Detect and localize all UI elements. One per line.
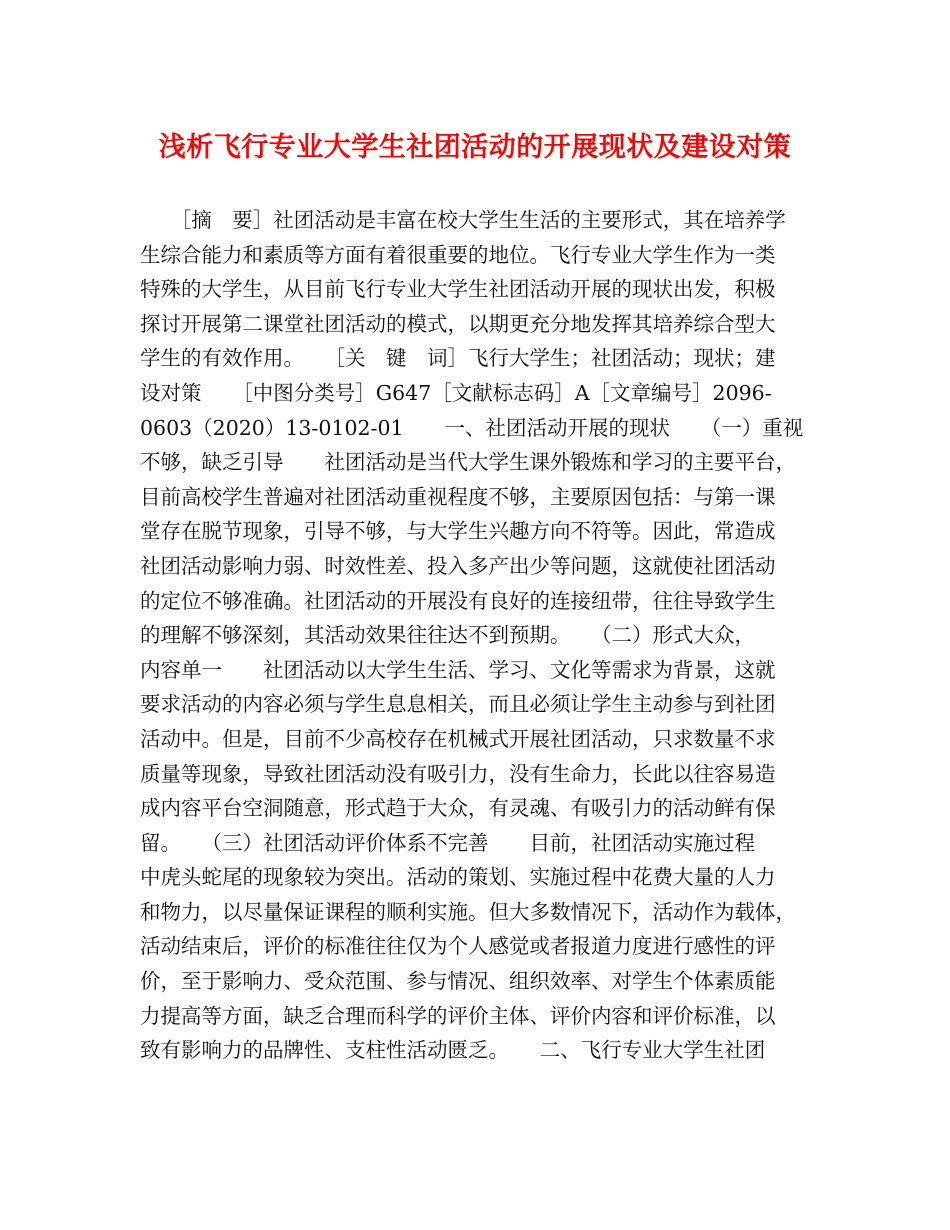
text-line: 目前高校学生普遍对社团活动重视程度不够，主要原因包括：与第一课 xyxy=(140,484,776,509)
text-line: 探讨开展第二课堂社团活动的模式，以期更充分地发挥其培养综合型大 xyxy=(140,311,776,336)
text-line: 价，至于影响力、受众范围、参与情况、组织效率、对学生个体素质能 xyxy=(140,969,776,994)
text-line: 中虎头蛇尾的现象较为突出。活动的策划、实施过程中花费大量的人力 xyxy=(140,865,776,890)
text-line: 特殊的大学生，从目前飞行专业大学生社团活动开展的现状出发，积极 xyxy=(140,277,776,302)
text-line: 的定位不够准确。社团活动的开展没有良好的连接纽带，往往导致学生 xyxy=(140,588,776,613)
text-line: 学生的有效作用。 ［关 键 词］飞行大学生；社团活动；现状；建 xyxy=(140,346,776,371)
text-line: 致有影响力的品牌性、支柱性活动匮乏。 二、飞行专业大学生社团 xyxy=(140,1038,766,1063)
text-line: 力提高等方面，缺乏合理而科学的评价主体、评价内容和评价标准，以 xyxy=(140,1003,776,1028)
text-line: 0603（2020）13-0102-01 一、社团活动开展的现状 （一）重视 xyxy=(140,415,804,440)
page-title: 浅析飞行专业大学生社团活动的开展现状及建设对策 xyxy=(158,132,792,163)
text-line: 设对策 ［中图分类号］G647［文献标志码］A［文章编号］2096- xyxy=(140,380,772,405)
text-line: ［摘 要］社团活动是丰富在校大学生生活的主要形式，其在培养学 xyxy=(140,208,786,232)
text-line: 活动中。但是，目前不少高校存在机械式开展社团活动，只求数量不求 xyxy=(140,726,776,751)
text-line: 的理解不够深刻，其活动效果往往达不到预期。 （二）形式大众， xyxy=(140,623,755,648)
text-line: 质量等现象，导致社团活动没有吸引力，没有生命力，长此以往容易造 xyxy=(140,761,776,786)
text-line: 要求活动的内容必须与学生息息相关，而且必须让学生主动参与到社团 xyxy=(140,692,776,717)
text-line: 内容单一 社团活动以大学生生活、学习、文化等需求为背景，这就 xyxy=(140,657,776,682)
text-line: 不够，缺乏引导 社团活动是当代大学生课外锻炼和学习的主要平台， xyxy=(140,450,796,475)
text-line: 留。 （三）社团活动评价体系不完善 目前，社团活动实施过程 xyxy=(140,830,755,855)
body-paragraph xyxy=(140,203,812,1068)
text-line: 社团活动影响力弱、时效性差、投入多产出少等问题，这就使社团活动 xyxy=(140,553,776,578)
text-line: 活动结束后，评价的标准往往仅为个人感觉或者报道力度进行感性的评 xyxy=(140,934,776,959)
text-line: 和物力，以尽量保证课程的顺利实施。但大多数情况下，活动作为载体， xyxy=(140,899,796,924)
text-line: 堂存在脱节现象，引导不够，与大学生兴趣方向不符等。因此，常造成 xyxy=(140,519,776,544)
text-line: 成内容平台空洞随意，形式趋于大众，有灵魂、有吸引力的活动鲜有保 xyxy=(140,796,776,821)
text-line: 生综合能力和素质等方面有着很重要的地位。飞行专业大学生作为一类 xyxy=(140,242,776,267)
